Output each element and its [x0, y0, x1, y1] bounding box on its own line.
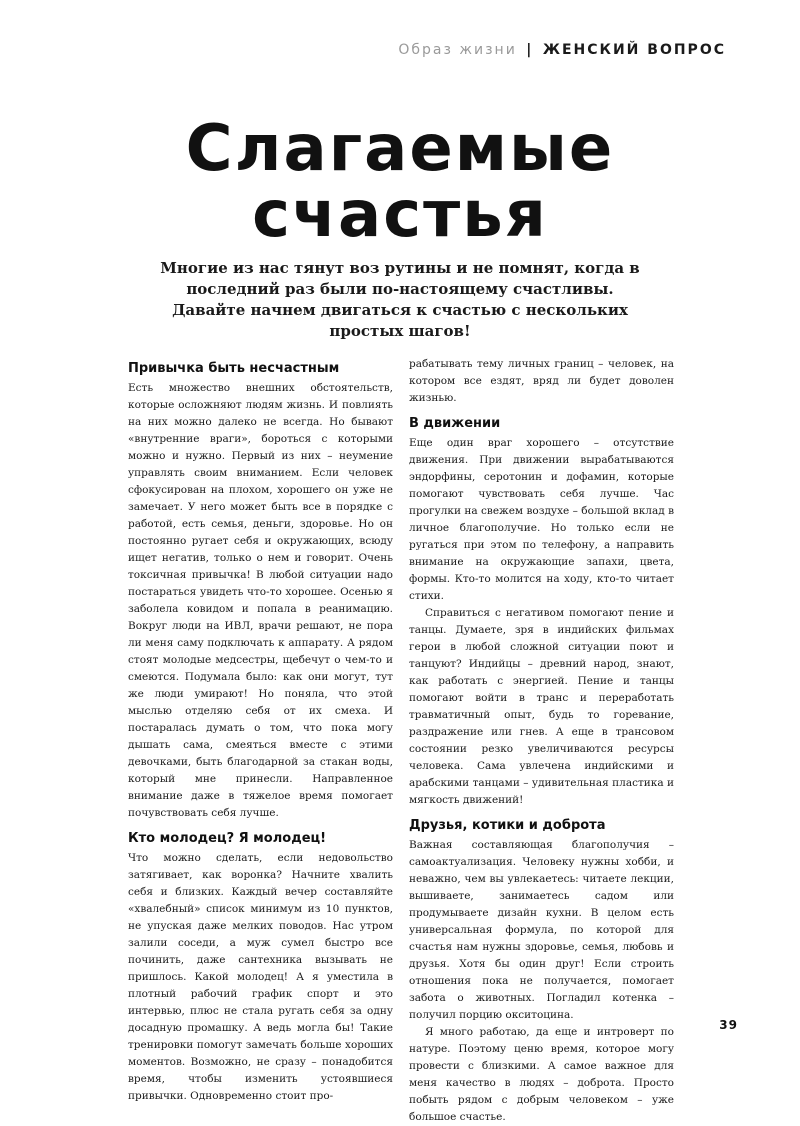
paragraph: Важная составляющая благополучия – самоактуализация. Человеку нужны хобби, и неважно, чем вы увлекаетесь: читаете лекции, вышиваете, занимаетесь садом или продумываете дизайн кухни. В целом есть универсальная формула, по которой для счастья нам нужны здоровье, семья, любовь и друзья. Хотя бы один друг! Если строить отношения пока не получается, помогает забота о животных. Погладил котенка – получил порцию окситоцина.	[409, 839, 674, 1021]
article-title-line-1: Слагаемые	[185, 112, 615, 186]
subheading-who-is-good: Кто молодец? Я молодец!	[128, 831, 327, 846]
paragraph: Справиться с негативом помогают пение и танцы. Думаете, зря в индийских фильмах герои в любой сложной ситуации поют и танцуют? Индийцы – древний народ, знают, как работать с энергией. Пение и танцы помогают войти в транс и переработать травматичный опыт, будь то горевание, раздражение или гнев. А еще в трансовом состоянии резко увеличиваются ресурсы человека. Сама увлечена индийскими и арабскими танцами – удивительная пластика и мягкость движений!	[409, 607, 674, 806]
paragraph: Я много работаю, да еще и интроверт по натуре. Поэтому ценю время, которое могу провести с близкими. А самое важное для меня качество в людях – доброта. Просто побыть рядом с добрым человеком – уже большое счастье.	[409, 1026, 674, 1123]
subheading-in-motion: В движении	[409, 416, 501, 431]
article-lead: Многие из нас тянут воз рутины и не помнят, когда в последний раз были по-настоящему счастливы. Давайте начнем двигаться к счастью с нескольких простых шагов!	[160, 259, 640, 340]
subheading-unhappy-habit: Привычка быть несчастным	[128, 361, 340, 376]
page-header	[398, 42, 726, 58]
paragraph: Есть множество внешних обстоятельств, которые осложняют людям жизнь. И повлиять на них можно далеко не всегда. Но бывают «внутренние враги», бороться с которыми можно и нужно. Первый из них – неумение управлять своим вниманием. Если человек сфокусирован на плохом, хорошего он уже не замечает. У него может быть все в порядке с работой, есть семья, деньги, здоровье. Но он постоянно ругает себя и окружающих, всюду ищет негатив, только о нем и говорит. Очень токсичная привычка! В любой ситуации надо постараться увидеть что-то хорошее. Осенью я заболела ковидом и попала в реанимацию. Вокруг люди на ИВЛ, врачи решают, не пора ли меня саму подключать к аппарату. А рядом стоят молодые медсестры, щебечут о чем-то и смеются. Подумала было: как они могут, тут же люди умирают! Но поняла, что этой мыслью отделяю себя от их смеха. И постаралась думать о том, что пока могу дышать сама, смеяться вместе с этими девочками, быть благодарной за стакан воды, который мне принесли. Направленное внимание даже в тяжелое время помогает почувствовать себя лучше.	[128, 382, 393, 819]
article-title	[0, 112, 800, 252]
article-title-line-2: счастья	[252, 178, 548, 252]
page-number: 39	[719, 1018, 738, 1032]
paragraph: Что можно сделать, если недовольство затягивает, как воронка? Начните хвалить себя и близких. Каждый вечер составляйте «хвалебный» список минимум из 10 пунктов, не упуская даже мелких поводов. Нас утром залили соседи, а муж сумел быстро все починить, даже сантехника вызывать не пришлось. Какой молодец! А я уместила в плотный рабочий график спорт и это интервью, плюс не стала ругать себя за одну досадную промашку. А ведь могла бы! Такие тренировки помогут замечать больше хороших моментов. Возможно, не сразу – понадобится время, чтобы изменить устоявшиеся привычки. Одновременно стоит про-	[128, 852, 393, 1102]
section-name: Образ жизни	[398, 42, 517, 58]
right-column	[409, 356, 674, 1126]
header-separator: |	[526, 42, 534, 58]
paragraph: рабатывать тему личных границ – человек, на котором все ездят, вряд ли будет доволен жизнью.	[409, 358, 674, 404]
paragraph: Еще один враг хорошего – отсутствие движения. При движении вырабатываются эндорфины, серотонин и дофамин, которые помогают чувствовать себя лучше. Час прогулки на свежем воздухе – большой вклад в личное благополучие. Но только если не ругаться при этом по телефону, а направить внимание на окружающие запахи, цвета, формы. Кто-то молится на ходу, кто-то читает стихи.	[409, 437, 674, 602]
rubric-name: ЖЕНСКИЙ ВОПРОС	[542, 42, 726, 58]
subheading-friends-cats-kindness: Друзья, котики и доброта	[409, 818, 606, 833]
left-column	[128, 360, 393, 1105]
